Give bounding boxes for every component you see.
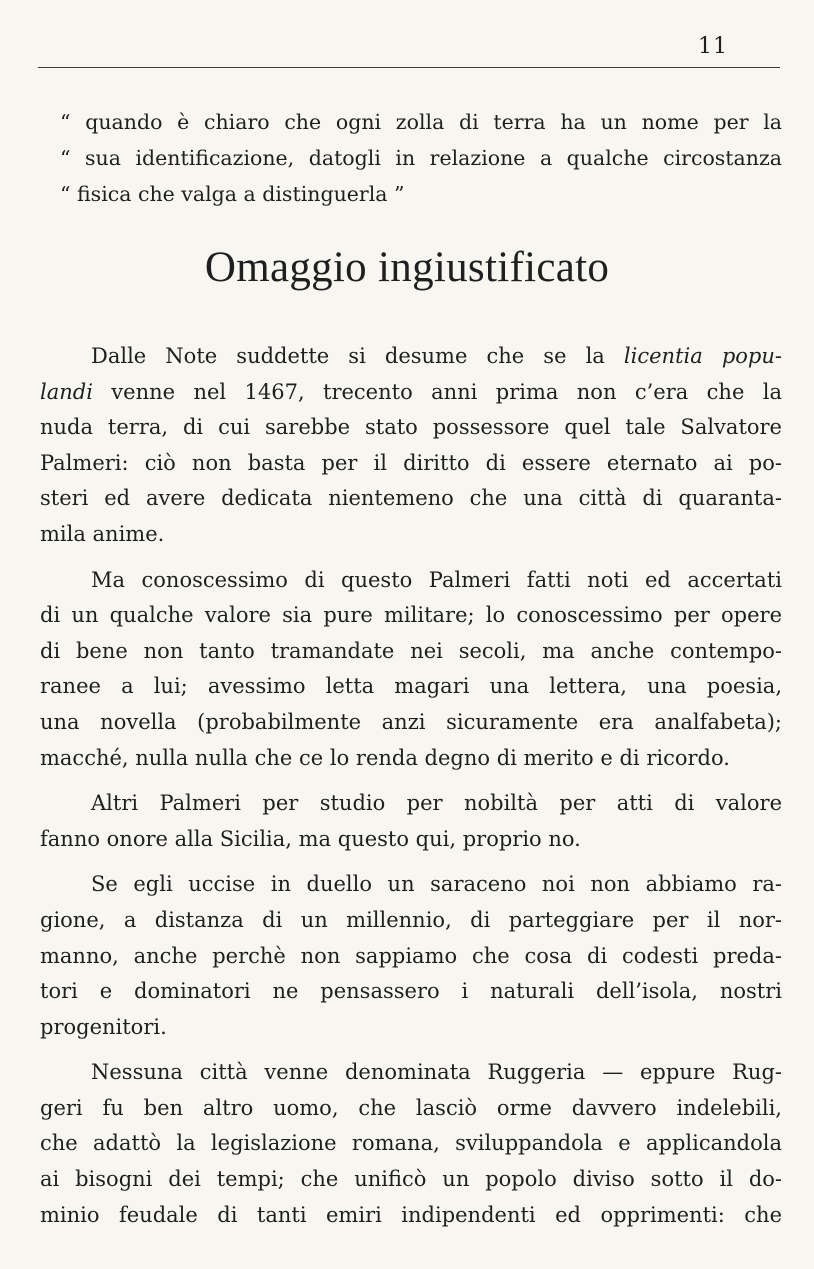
text-line: macché, nulla nulla che ce lo renda degno di merito e di ricordo. bbox=[40, 745, 730, 770]
italic-term: licentia popu- bbox=[623, 344, 782, 368]
paragraph-1 bbox=[40, 339, 782, 553]
paragraph-5 bbox=[40, 1055, 782, 1233]
quotation-block bbox=[60, 104, 782, 212]
quote-line: “ fisica che valga a distinguerla ” bbox=[60, 182, 405, 206]
paragraph-2 bbox=[40, 563, 782, 777]
text-line: ranee a lui; avessimo letta magari una lettera, una poesia, bbox=[40, 674, 782, 699]
page-number: 11 bbox=[698, 34, 728, 59]
text-line: tori e dominatori ne pensassero i naturali dell’isola, nostri bbox=[40, 979, 782, 1004]
text-line: che adattò la legislazione romana, sviluppandola e applicandola bbox=[40, 1131, 782, 1156]
text-line: gione, a distanza di un millennio, di parteggiare per il nor- bbox=[40, 907, 782, 932]
paragraph-4 bbox=[40, 867, 782, 1045]
text-line: Altri Palmeri per studio per nobiltà per atti di valore bbox=[91, 791, 782, 816]
text-run: venne nel 1467, trecento anni prima non c’era che la bbox=[92, 379, 782, 404]
body-text bbox=[40, 339, 782, 1243]
header-rule bbox=[38, 67, 780, 68]
text-line: nuda terra, di cui sarebbe stato possessore quel tale Salvatore bbox=[40, 415, 782, 440]
text-line: Nessuna città venne denominata Ruggeria — eppure Rug- bbox=[91, 1060, 782, 1085]
text-line: una novella (probabilmente anzi sicuramente era analfabeta); bbox=[40, 709, 782, 734]
text-line: manno, anche perchè non sappiamo che cosa di codesti preda- bbox=[40, 943, 782, 968]
text-line: geri fu ben altro uomo, che lasciò orme davvero indelebili, bbox=[40, 1095, 782, 1120]
text-line: di bene non tanto tramandate nei secoli, ma anche contempo- bbox=[40, 638, 782, 663]
text-line: mila anime. bbox=[40, 521, 165, 546]
text-line bbox=[40, 339, 782, 375]
text-line bbox=[40, 375, 782, 411]
text-line: di un qualche valore sia pure militare; lo conoscessimo per opere bbox=[40, 603, 782, 628]
italic-term: landi bbox=[40, 379, 93, 404]
text-line: fanno onore alla Sicilia, ma questo qui, proprio no. bbox=[40, 826, 581, 851]
text-line: Palmeri: ciò non basta per il diritto di essere eternato ai po- bbox=[40, 450, 782, 475]
text-line: ai bisogni dei tempi; che unificò un popolo diviso sotto il do- bbox=[40, 1167, 782, 1192]
text-line: Se egli uccise in duello un saraceno noi non abbiamo ra- bbox=[91, 872, 782, 897]
text-run: Dalle Note suddette si desume che se la bbox=[91, 344, 624, 368]
quote-line: “ quando è chiaro che ogni zolla di terra ha un nome per la bbox=[60, 110, 782, 134]
text-line: Ma conoscessimo di questo Palmeri fatti noti ed accertati bbox=[91, 567, 782, 592]
paragraph-3 bbox=[40, 786, 782, 857]
text-line: progenitori. bbox=[40, 1014, 167, 1039]
text-line: minio feudale di tanti emiri indipendenti ed opprimenti: che bbox=[40, 1202, 782, 1227]
quote-line: “ sua identificazione, datogli in relazione a qualche circostanza bbox=[60, 146, 782, 170]
text-line: steri ed avere dedicata nientemeno che una città di quaranta- bbox=[40, 486, 782, 511]
section-title: Omaggio ingiustificato bbox=[204, 244, 610, 291]
